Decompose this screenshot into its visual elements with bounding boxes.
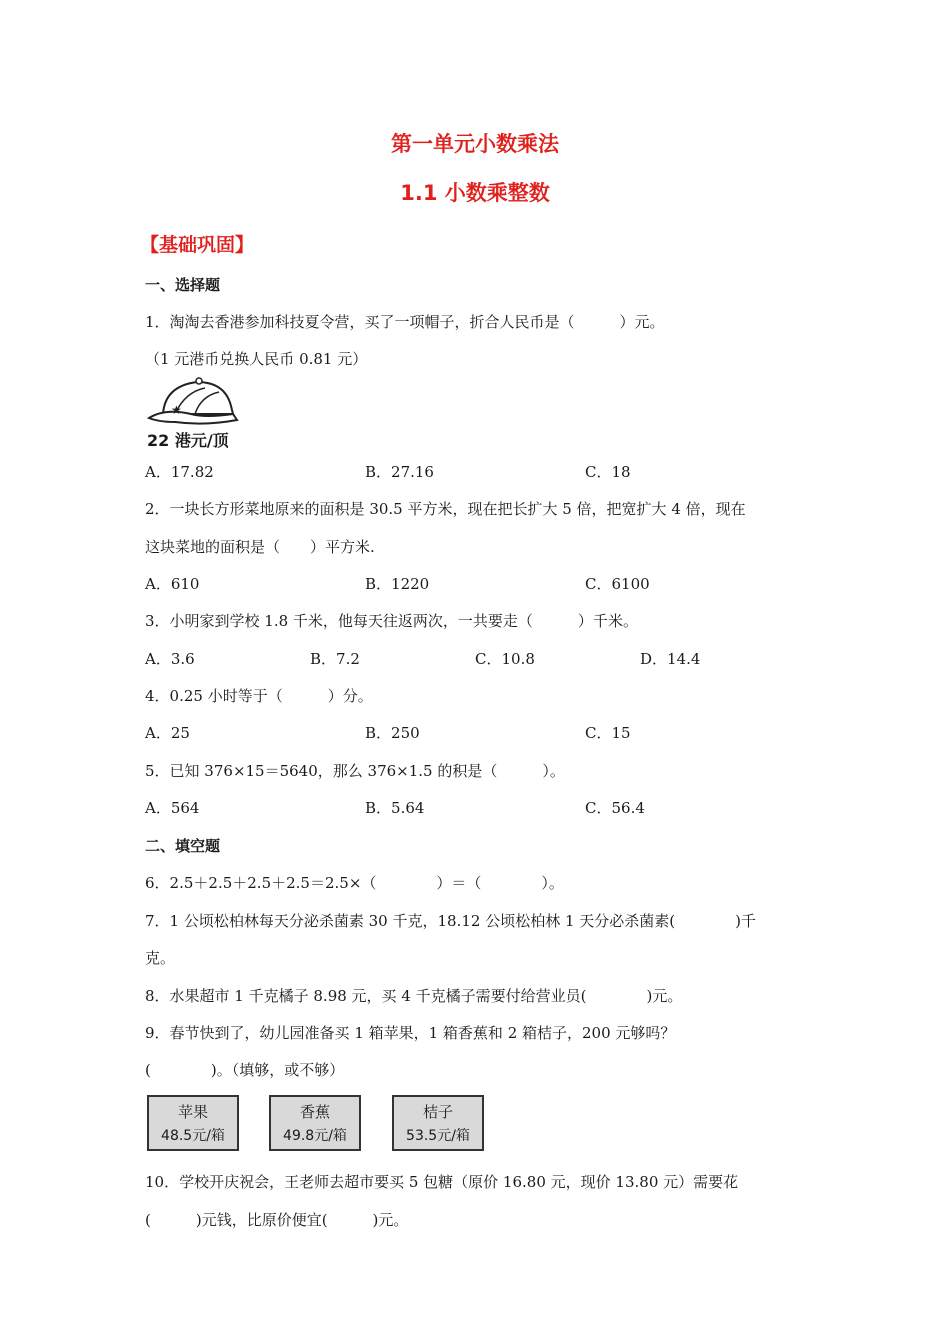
fruit-name: 桔子 (422, 1103, 453, 1121)
q8-text: 8．水果超市 1 千克橘子 8.98 元，买 4 千克橘子需要付给营业员( )元。 (145, 987, 683, 1005)
fruit-name: 苹果 (177, 1103, 208, 1121)
q5-text: 5．已知 376×15＝5640，那么 376×1.5 的积是（ ）。 (145, 762, 565, 780)
price-card-apple (147, 1095, 239, 1151)
q3-text: 3．小明家到学校 1.8 千米，他每天往返两次，一共要走（ ）千米。 (145, 612, 638, 630)
q4-option-a[interactable]: A．25 (145, 724, 190, 742)
cap-price-caption: 22 港元/顶 (147, 431, 229, 450)
price-card-orange (392, 1095, 484, 1151)
fruit-price: 49.8元/箱 (283, 1128, 347, 1144)
part2-heading: 二、填空题 (145, 837, 221, 855)
q5-option-c[interactable]: C．56.4 (585, 799, 645, 817)
q6-text: 6．2.5＋2.5＋2.5＋2.5＝2.5×（ ）＝（ ）。 (145, 874, 564, 892)
price-card-banana (269, 1095, 361, 1151)
q1-note: （1 元港币兑换人民币 0.81 元） (145, 350, 368, 368)
q5-option-a[interactable]: A．564 (145, 799, 200, 817)
q3-option-b[interactable]: B．7.2 (310, 650, 360, 668)
part1-heading: 一、选择题 (145, 276, 221, 294)
q3-option-d[interactable]: D．14.4 (640, 650, 701, 668)
q2-option-b[interactable]: B．1220 (365, 575, 430, 593)
q2-text-cont: 这块菜地的面积是（ ）平方米. (145, 538, 375, 556)
q7-text-cont: 克。 (145, 949, 176, 967)
q10-text: 10．学校开庆祝会，王老师去超市要买 5 包糖（原价 16.80 元，现价 13.80 元）需要花 (145, 1173, 739, 1191)
q1-option-b[interactable]: B．27.16 (365, 463, 434, 481)
q1-text: 1．淘淘去香港参加科技夏令营，买了一项帽子，折合人民币是（ ）元。 (145, 313, 665, 331)
unit-title: 第一单元小数乘法 (391, 132, 559, 156)
q7-text: 7．1 公顷松柏林每天分泌杀菌素 30 千克，18.12 公顷松柏林 1 天分必杀菌素( )千 (145, 912, 756, 930)
fruit-price: 48.5元/箱 (161, 1128, 225, 1144)
q4-text: 4．0.25 小时等于（ ）分。 (145, 687, 373, 705)
q4-option-c[interactable]: C．15 (585, 724, 631, 742)
lesson-title: 1.1 小数乘整数 (400, 181, 550, 205)
fruit-price: 53.5元/箱 (406, 1128, 470, 1144)
q1-option-c[interactable]: C．18 (585, 463, 631, 481)
q2-text: 2．一块长方形菜地原来的面积是 30.5 平方米，现在把长扩大 5 倍，把宽扩大 4 倍，现在 (145, 500, 746, 518)
q1-option-a[interactable]: A．17.82 (145, 463, 214, 481)
q2-option-c[interactable]: C．6100 (585, 575, 650, 593)
section-label: 【基础巩固】 (140, 234, 255, 256)
fruit-name: 香蕉 (299, 1103, 330, 1121)
q3-option-c[interactable]: C．10.8 (475, 650, 535, 668)
q9-text-cont: ( )。（填够，或不够） (145, 1061, 345, 1079)
cap-illustration (145, 374, 245, 450)
q3-option-a[interactable]: A．3.6 (145, 650, 195, 668)
q9-text: 9．春节快到了，幼儿园准备买 1 箱苹果，1 箱香蕉和 2 箱桔子，200 元够吗？ (145, 1024, 676, 1042)
svg-text:★: ★ (171, 403, 182, 417)
q5-option-b[interactable]: B．5.64 (365, 799, 425, 817)
cap-icon (145, 374, 245, 430)
q10-text-cont: ( )元钱，比原价便宜( )元。 (145, 1211, 409, 1229)
q2-option-a[interactable]: A．610 (145, 575, 200, 593)
q4-option-b[interactable]: B．250 (365, 724, 420, 742)
